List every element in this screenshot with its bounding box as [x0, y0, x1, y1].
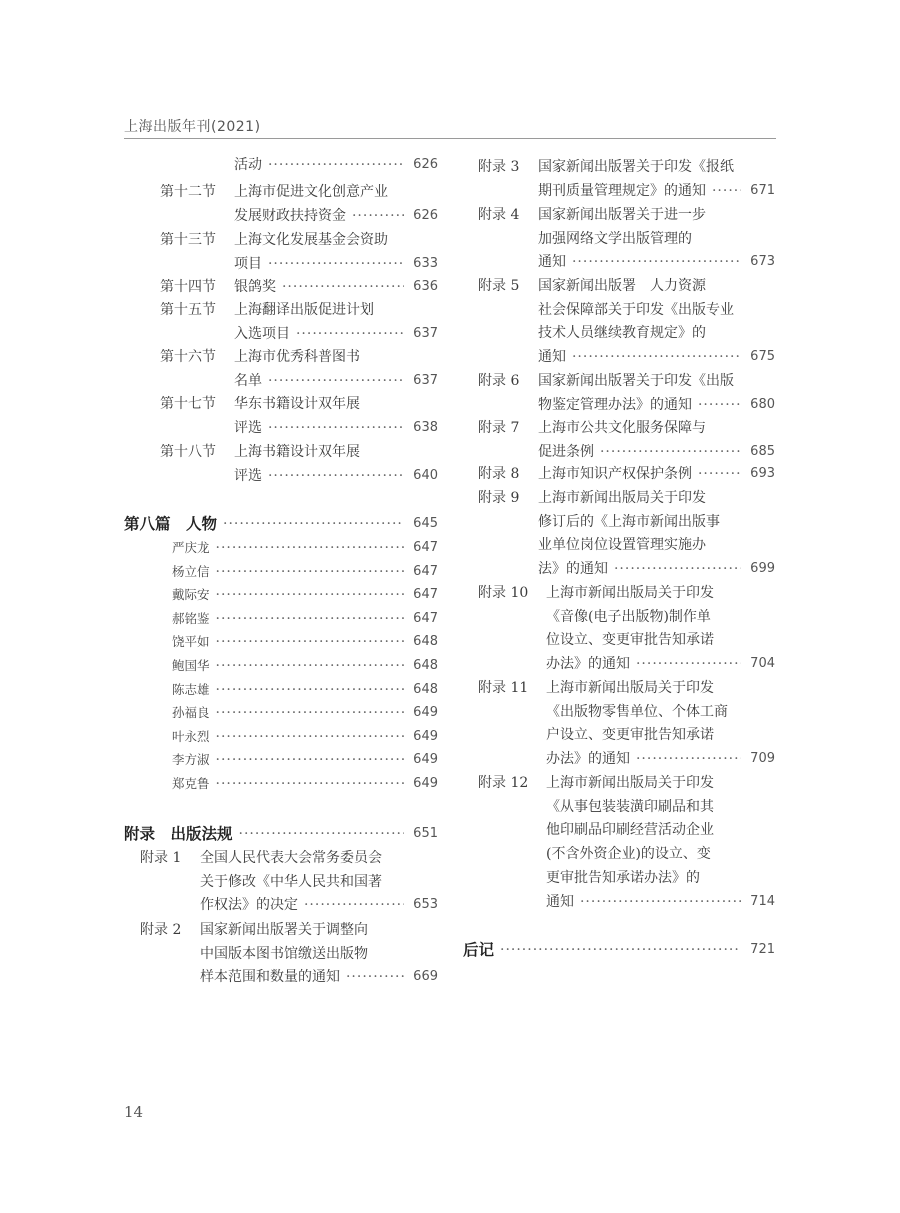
appendix-title: 办法》的通知 [546, 656, 630, 673]
dot-leader [296, 322, 404, 346]
person-entry [172, 772, 438, 796]
person-name: 戴际安 [172, 587, 210, 603]
appendix-label: 附录 12 [478, 775, 529, 791]
appendix-page: 685 [750, 443, 775, 459]
person-entry [172, 583, 438, 607]
dot-leader [282, 275, 404, 299]
section-label: 第十六节 [160, 349, 216, 365]
section-page: 637 [413, 325, 438, 341]
appendix-title: 促进条例 [538, 443, 594, 460]
appendix-title: 国家新闻出版署关于调整向 [200, 922, 368, 938]
section-label: 第十二节 [160, 184, 216, 200]
appendix-title: 户设立、变更审批告知承诺 [546, 727, 714, 744]
toc-entry-line [160, 252, 438, 276]
section-title: 名单 [234, 372, 262, 389]
running-head: 上海出版年刊(2021) [124, 119, 261, 135]
appendix-label: 附录 9 [478, 490, 520, 506]
appendix-title: 他印刷品印刷经营活动企业 [546, 822, 714, 839]
appendix-title: 中国版本图书馆缴送出版物 [200, 945, 368, 962]
toc-entry-line [478, 605, 775, 629]
section-title: 发展财政扶持资金 [234, 207, 346, 224]
appendix-title: 上海市知识产权保护条例 [538, 466, 692, 482]
appendix-title: 《音像(电子出版物)制作单 [546, 608, 711, 625]
toc-entry-line [160, 322, 438, 346]
toc-entry-line [478, 723, 775, 747]
person-page: 647 [413, 540, 438, 555]
person-name: 杨立信 [172, 563, 210, 579]
person-entry [172, 536, 438, 560]
appendix-title: 加强网络文学出版管理的 [538, 230, 692, 247]
appendix-title: 国家新闻出版署关于进一步 [538, 207, 706, 223]
person-entry [172, 748, 438, 772]
toc-entry-line [478, 818, 775, 842]
dot-leader [268, 153, 404, 177]
appendix-title: 上海市新闻出版局关于印发 [538, 490, 706, 506]
section-page: 633 [413, 255, 438, 271]
toc-entry-line [140, 942, 438, 966]
dot-leader [500, 938, 741, 962]
toc-entry-line [478, 416, 775, 440]
appendix-label: 附录 4 [478, 207, 520, 223]
dot-leader [636, 747, 741, 771]
toc-entry-line [478, 486, 775, 510]
person-page: 647 [413, 563, 438, 579]
part-heading: 第八篇 人物 [124, 515, 218, 533]
dot-leader [223, 512, 404, 536]
toc-entry-line [160, 464, 438, 488]
appendix-label: 附录 5 [478, 278, 520, 294]
person-name: 严庆龙 [172, 540, 210, 555]
person-name: 郑克鲁 [172, 776, 210, 791]
appendix-title: 国家新闻出版署关于印发《报纸 [538, 159, 734, 175]
person-page: 647 [413, 587, 438, 603]
afterword-heading: 后记 [463, 941, 495, 959]
person-name: 鲍国华 [172, 658, 210, 673]
person-entry [172, 607, 438, 631]
appendix-page: 669 [413, 969, 438, 985]
toc-entry-line [160, 204, 438, 228]
toc-entry-line [160, 416, 438, 440]
toc-entry-line [160, 298, 438, 322]
appendix-page: 673 [750, 254, 775, 270]
toc-entry-line [478, 771, 775, 795]
person-entry [172, 725, 438, 749]
dot-leader [216, 560, 404, 584]
section-page: 626 [413, 207, 438, 223]
person-name: 饶平如 [172, 634, 210, 650]
section-title: 上海文化发展基金会资助 [234, 232, 388, 248]
dot-leader [572, 345, 741, 369]
toc-entry-line [124, 512, 438, 536]
appendix-title: 法》的通知 [538, 561, 608, 578]
toc-entry-line [478, 227, 775, 251]
dot-leader [614, 557, 741, 581]
page-number: 14 [124, 1103, 144, 1121]
person-name: 叶永烈 [172, 728, 210, 744]
appendix-title: 通知 [538, 254, 566, 271]
section-label: 第十四节 [160, 279, 216, 295]
afterword-page: 721 [750, 942, 775, 957]
section-title: 华东书籍设计双年展 [234, 396, 360, 412]
toc-entry-line [478, 369, 775, 393]
toc-entry-line [478, 250, 775, 274]
toc-entry-line [140, 965, 438, 989]
dot-leader [268, 369, 404, 393]
dot-leader [216, 607, 404, 631]
appendix-label: 附录 3 [478, 159, 520, 175]
appendix-title: 上海市公共文化服务保障与 [538, 420, 706, 436]
person-entry [172, 630, 438, 654]
section-page: 640 [413, 467, 438, 483]
toc-entry-line [463, 938, 775, 962]
appendix-label: 附录 1 [140, 850, 182, 866]
section-label: 第十八节 [160, 444, 216, 460]
appendix-page: 699 [750, 561, 775, 577]
section-title: 活动 [234, 157, 262, 173]
dot-leader [636, 652, 741, 676]
toc-entry-line [160, 275, 438, 299]
appendix-page: 671 [750, 182, 775, 198]
dot-leader [268, 252, 404, 276]
dot-leader [698, 393, 741, 417]
appendix-title: 物鉴定管理办法》的通知 [538, 396, 692, 413]
appendix-label: 附录 8 [478, 466, 520, 482]
section-page: 636 [413, 279, 438, 294]
toc-entry-line [478, 179, 775, 203]
person-page: 649 [413, 705, 438, 721]
dot-leader [580, 890, 741, 914]
appendix-title: 社会保障部关于印发《出版专业 [538, 301, 734, 318]
appendix-page: 704 [750, 656, 775, 672]
appendix-page: 680 [750, 396, 775, 412]
dot-leader [352, 204, 404, 228]
dot-leader [216, 536, 404, 560]
appendix-title: (不含外资企业)的设立、变 [546, 846, 711, 863]
toc-entry-line [478, 203, 775, 227]
appendix-heading: 附录 出版法规 [124, 825, 233, 843]
appendix-title: 通知 [546, 893, 574, 910]
appendix-title: 上海市新闻出版局关于印发 [546, 775, 714, 791]
dot-leader [268, 464, 404, 488]
appendix-page: 714 [750, 893, 775, 909]
appendix-title: 上海市新闻出版局关于印发 [546, 680, 714, 696]
toc-entry-line [140, 846, 438, 870]
appendix-title: 《从事包装装潢印刷品和其 [546, 798, 714, 815]
toc-entry-line [478, 155, 775, 179]
toc-entry-line [478, 462, 775, 486]
person-entry [172, 678, 438, 702]
appendix-title: 关于修改《中华人民共和国著 [200, 873, 382, 890]
toc-entry-line [478, 581, 775, 605]
person-name: 孙福良 [172, 705, 210, 721]
toc-entry-line [478, 676, 775, 700]
appendix-title: 《出版物零售单位、个体工商 [546, 703, 728, 720]
toc-entry-line [140, 870, 438, 894]
appendix-title: 业单位岗位设置管理实施办 [538, 537, 706, 554]
appendix-title: 作权法》的决定 [200, 897, 298, 914]
dot-leader [216, 772, 404, 796]
toc-entry-line [478, 700, 775, 724]
person-name: 陈志雄 [172, 681, 210, 697]
section-page: 638 [413, 419, 438, 435]
appendix-page: 675 [750, 349, 775, 365]
person-entry [172, 654, 438, 678]
person-name: 李方淑 [172, 752, 210, 768]
toc-entry-line [160, 369, 438, 393]
section-page: 637 [413, 372, 438, 388]
dot-leader [216, 583, 404, 607]
appendix-title: 位设立、变更审批告知承诺 [546, 632, 714, 649]
dot-leader [304, 893, 404, 917]
section-title: 上海市促进文化创意产业 [234, 184, 388, 200]
appendix-title: 全国人民代表大会常务委员会 [200, 850, 382, 866]
dot-leader [600, 440, 741, 464]
dot-leader [346, 965, 404, 989]
appendix-title: 技术人员继续教育规定》的 [538, 325, 706, 342]
person-entry [172, 560, 438, 584]
section-title: 上海翻译出版促进计划 [234, 302, 374, 318]
appendix-title: 办法》的通知 [546, 751, 630, 768]
section-label: 第十三节 [160, 232, 216, 248]
toc-entry-line [478, 393, 775, 417]
toc-entry-line [160, 153, 438, 177]
dot-leader [268, 416, 404, 440]
appendix-page: 653 [413, 897, 438, 913]
section-title: 评选 [234, 419, 262, 436]
part-page: 645 [413, 516, 438, 531]
section-label: 第十五节 [160, 302, 216, 318]
dot-leader [239, 822, 404, 846]
person-page: 649 [413, 776, 438, 791]
dot-leader [216, 701, 404, 725]
dot-leader [216, 654, 404, 678]
toc-entry-line [160, 180, 438, 204]
toc-entry-line [478, 510, 775, 534]
toc-entry-line [478, 652, 775, 676]
dot-leader [572, 250, 741, 274]
toc-entry-line [478, 533, 775, 557]
section-title: 上海书籍设计双年展 [234, 444, 360, 460]
person-entry [172, 701, 438, 725]
toc-entry-line [478, 321, 775, 345]
appendix-label: 附录 7 [478, 420, 520, 436]
toc-entry-line [478, 557, 775, 581]
appendix-title: 更审批告知承诺办法》的 [546, 869, 700, 886]
dot-leader [216, 725, 404, 749]
toc-entry-line [140, 918, 438, 942]
section-label: 第十七节 [160, 396, 216, 412]
dot-leader [216, 678, 404, 702]
person-page: 649 [413, 728, 438, 744]
appendix-page: 651 [413, 826, 438, 841]
appendix-page: 693 [750, 466, 775, 481]
appendix-label: 附录 6 [478, 373, 520, 389]
person-page: 648 [413, 634, 438, 650]
appendix-page: 709 [750, 751, 775, 767]
dot-leader [216, 630, 404, 654]
toc-entry-line [478, 440, 775, 464]
toc-entry-line [478, 628, 775, 652]
toc-entry-line [478, 866, 775, 890]
dot-leader [698, 462, 741, 486]
toc-entry-line [140, 893, 438, 917]
toc-entry-line [478, 795, 775, 819]
toc-entry-line [478, 842, 775, 866]
person-page: 648 [413, 658, 438, 673]
toc-entry-line [160, 392, 438, 416]
person-page: 647 [413, 610, 438, 626]
appendix-title: 期刊质量管理规定》的通知 [538, 182, 706, 199]
appendix-title: 国家新闻出版署 人力资源 [538, 278, 706, 294]
appendix-title: 通知 [538, 349, 566, 366]
toc-entry-line [478, 747, 775, 771]
appendix-title: 国家新闻出版署关于印发《出版 [538, 373, 734, 389]
toc-entry-line [478, 298, 775, 322]
dot-leader [216, 748, 404, 772]
section-title: 入选项目 [234, 325, 290, 342]
section-page: 626 [413, 157, 438, 172]
toc-entry-line [160, 345, 438, 369]
person-name: 郝铭鉴 [172, 610, 210, 626]
appendix-title: 上海市新闻出版局关于印发 [546, 585, 714, 601]
section-title: 项目 [234, 255, 262, 272]
toc-entry-line [160, 440, 438, 464]
person-page: 648 [413, 681, 438, 697]
toc-entry-line [478, 274, 775, 298]
appendix-label: 附录 11 [478, 680, 529, 696]
header-rule [124, 138, 776, 139]
appendix-title: 样本范围和数量的通知 [200, 969, 340, 986]
person-page: 649 [413, 752, 438, 768]
toc-entry-line [478, 890, 775, 914]
toc-entry-line [160, 228, 438, 252]
dot-leader [712, 179, 741, 203]
toc-entry-line [124, 822, 438, 846]
section-title: 银鸽奖 [234, 279, 276, 295]
toc-entry-line [478, 345, 775, 369]
appendix-label: 附录 10 [478, 585, 529, 601]
appendix-title: 修订后的《上海市新闻出版事 [538, 513, 720, 530]
section-title: 评选 [234, 467, 262, 484]
section-title: 上海市优秀科普图书 [234, 349, 360, 365]
appendix-label: 附录 2 [140, 922, 182, 938]
